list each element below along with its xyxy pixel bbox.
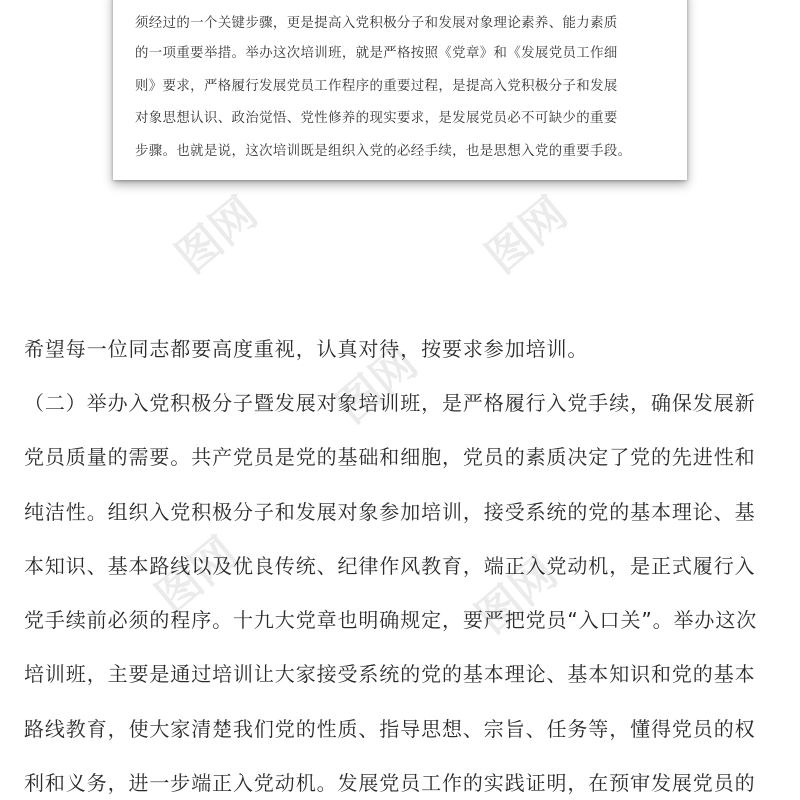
card-line: 步骤。也就是说，这次培训既是组织入党的必经手续，也是思想入党的重要手段。 <box>135 144 632 159</box>
body-line: 纯洁性。组织入党积极分子和发展对象参加培训，接受系统的党的基本理论、基 <box>24 500 756 524</box>
card-line: 对象思想认识、政治觉悟、党性修养的现实要求，是发展党员必不可缺少的重要 <box>135 111 618 126</box>
body-line: （二）举办入党积极分子暨发展对象培训班，是严格履行入党手续，确保发展新 <box>24 391 756 415</box>
watermark: 图网 <box>466 547 567 644</box>
body-line: 希望每一位同志都要高度重视，认真对待，按要求参加培训。 <box>24 337 589 361</box>
watermark: 图网 <box>476 187 577 284</box>
card-line: 的一项重要举措。举办这次培训班，就是严格按照《党章》和《发展党员工作细 <box>135 46 618 61</box>
watermark: 图网 <box>166 187 267 284</box>
body-line: 党手续前必须的程序。十九大党章也明确规定，要严把党员“入口关”。举办这次 <box>24 608 758 632</box>
body-line: 党员质量的需要。共产党员是党的基础和细胞，党员的素质决定了党的先进性和 <box>24 445 756 469</box>
body-line: 路线教育，使大家清楚我们党的性质、指导思想、宗旨、任务等，懂得党员的权 <box>24 717 756 741</box>
body-line: 利和义务，进一步端正入党动机。发展党员工作的实践证明，在预审发展党员的 <box>24 771 756 795</box>
text-card <box>113 0 687 180</box>
watermark: 图网 <box>146 527 247 624</box>
card-line: 则》要求，严格履行发展党员工作程序的重要过程，是提高入党积极分子和发展 <box>135 79 618 94</box>
watermark: 图网 <box>326 337 427 434</box>
card-line: 须经过的一个关键步骤，更是提高入党积极分子和发展对象理论素养、能力素质 <box>135 16 618 31</box>
body-line: 本知识、基本路线以及优良传统、纪律作风教育，端正入党动机，是正式履行入 <box>24 554 756 578</box>
body-line: 培训班，主要是通过培训让大家接受系统的党的基本理论、基本知识和党的基本 <box>24 662 756 686</box>
